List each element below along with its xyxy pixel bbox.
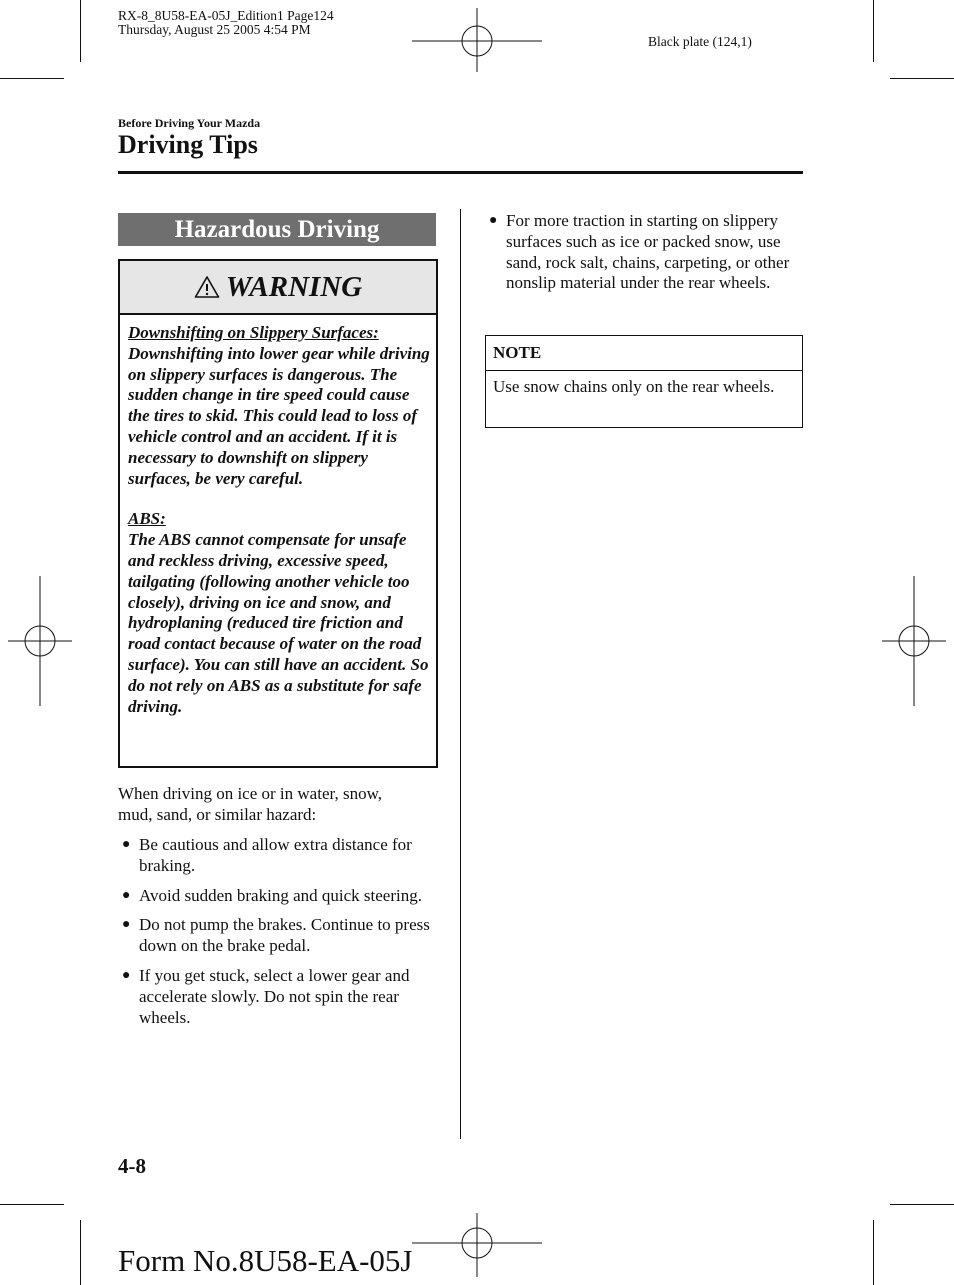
warning-triangle-icon bbox=[194, 275, 220, 299]
traction-bullet-list bbox=[485, 211, 803, 303]
plate-label: Black plate (124,1) bbox=[648, 34, 752, 49]
note-box bbox=[485, 335, 803, 428]
section-banner: Hazardous Driving bbox=[118, 213, 436, 246]
intro-paragraph: When driving on ice or in water, snow, mud, sand, or similar hazard: bbox=[118, 784, 383, 824]
hazard-bullet-list bbox=[118, 835, 438, 1037]
list-item: ● Avoid sudden braking and quick steering. bbox=[122, 885, 422, 905]
registration-mark-top bbox=[412, 8, 542, 72]
header-rule bbox=[118, 171, 803, 174]
chapter-title: Driving Tips bbox=[118, 130, 258, 159]
registration-mark-right bbox=[882, 576, 946, 706]
warning-item-text: The ABS cannot compensate for unsafe and reckless driving, excessive speed, tailgating (following another vehicle too closely), driving on ice and snow, and hydroplaning (reduced tire friction and road contact because of water on the road surface). You can still have an accident. So do not rely on ABS as a substitute for safe driving. bbox=[128, 530, 429, 716]
section-label: Before Driving Your Mazda bbox=[118, 116, 261, 130]
list-item: ● For more traction in starting on slippery surfaces such as ice or packed snow, use sand, rock salt, chains, carpeting, or other nonslip material under the rear wheels. bbox=[489, 211, 790, 293]
list-item: ● Do not pump the brakes. Continue to press down on the brake pedal. bbox=[122, 915, 430, 956]
print-meta-line1: RX-8_8U58-EA-05J_Edition1 Page124 bbox=[118, 8, 334, 23]
column-divider bbox=[460, 209, 461, 1139]
warning-item-title: ABS: bbox=[128, 509, 166, 529]
warning-box bbox=[118, 259, 438, 768]
note-label: NOTE bbox=[493, 343, 542, 362]
print-meta-line2: Thursday, August 25 2005 4:54 PM bbox=[118, 22, 311, 37]
warning-item-title: Downshifting on Slippery Surfaces: bbox=[128, 323, 379, 342]
warning-header bbox=[120, 261, 436, 315]
form-number: Form No.8U58-EA-05J bbox=[118, 1243, 413, 1278]
registration-mark-left bbox=[8, 576, 72, 706]
note-text: Use snow chains only on the rear wheels. bbox=[493, 377, 775, 396]
list-item: ● Be cautious and allow extra distance for braking. bbox=[122, 835, 412, 875]
warning-label: WARNING bbox=[225, 270, 363, 303]
registration-mark-bottom bbox=[412, 1213, 542, 1277]
note-header bbox=[486, 336, 802, 371]
list-item: ● If you get stuck, select a lower gear and accelerate slowly. Do not spin the rear wheels. bbox=[122, 965, 410, 1027]
page-number: 4-8 bbox=[118, 1154, 146, 1178]
warning-body bbox=[128, 323, 430, 717]
warning-item-text: Downshifting into lower gear while driving on slippery surfaces is dangerous. The sudden change in tire speed could cause the tires to skid. This could lead to loss of vehicle control and an accident. If it is necessary to downshift on slippery surfaces, be very careful. bbox=[128, 343, 430, 488]
